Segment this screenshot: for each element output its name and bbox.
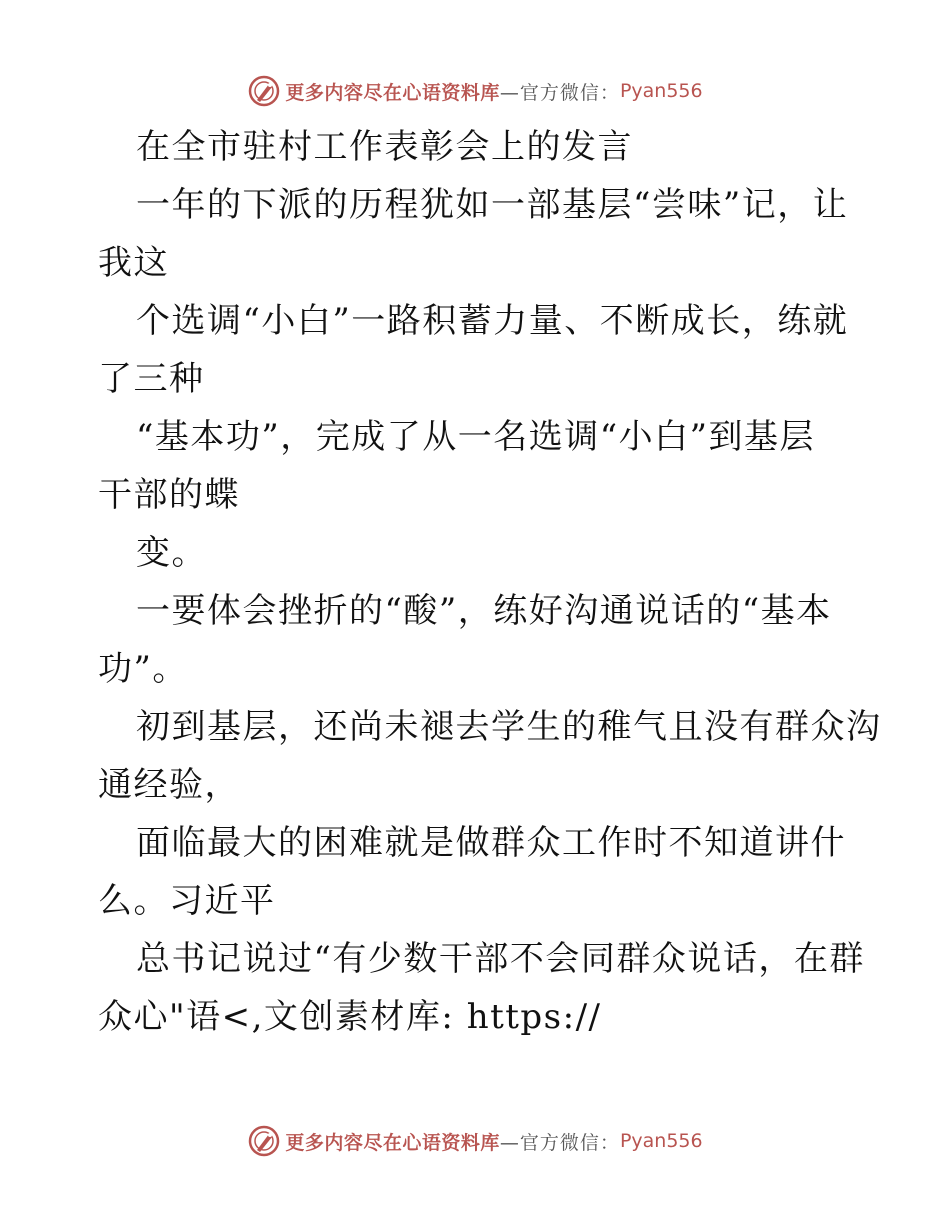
text-line: 变。 (136, 533, 207, 573)
banner-lead-text: 更多内容尽在心语资料库 (285, 1131, 500, 1154)
text-line: 干部的蝶 (98, 475, 240, 515)
text-line: 一年的下派的历程犹如一部基层“尝味”记，让 (136, 185, 849, 225)
text-line: 一要体会挫折的“酸”，练好沟通说话的“基本 (136, 591, 832, 631)
banner-wechat-id: Pyan556 (619, 80, 703, 102)
text-line: 面临最大的困难就是做群众工作时不知道讲什 (136, 823, 846, 863)
pen-logo-icon (247, 74, 281, 108)
banner-lead-text: 更多内容尽在心语资料库 (285, 81, 500, 104)
document-body (98, 118, 882, 1046)
text-line: 我这 (98, 243, 169, 283)
text-line: 初到基层，还尚未褪去学生的稚气且没有群众沟 (136, 707, 882, 747)
text-line: 个选调“小白”一路积蓄力量、不断成长，练就 (136, 301, 849, 341)
text-line: 通经验， (98, 765, 240, 805)
banner-mid-text: —官方微信： (499, 1131, 620, 1154)
banner-wechat-id: Pyan556 (619, 1130, 703, 1152)
text-line: 么。习近平 (98, 881, 276, 921)
text-line: “基本功”，完成了从一名选调“小白”到基层 (136, 417, 816, 457)
banner-mid-text: —官方微信： (499, 81, 620, 104)
text-line: 众心"语<,文创素材库: https:// (98, 997, 602, 1037)
text-line: 总书记说过“有少数干部不会同群众说话，在群 (136, 939, 865, 979)
footer-watermark-banner (0, 1121, 950, 1161)
document-title: 在全市驻村工作表彰会上的发言 (136, 127, 633, 167)
pen-logo-icon (247, 1124, 281, 1158)
header-watermark-banner (0, 71, 950, 111)
text-line: 了三种 (98, 359, 205, 399)
text-line: 功”。 (98, 649, 188, 689)
